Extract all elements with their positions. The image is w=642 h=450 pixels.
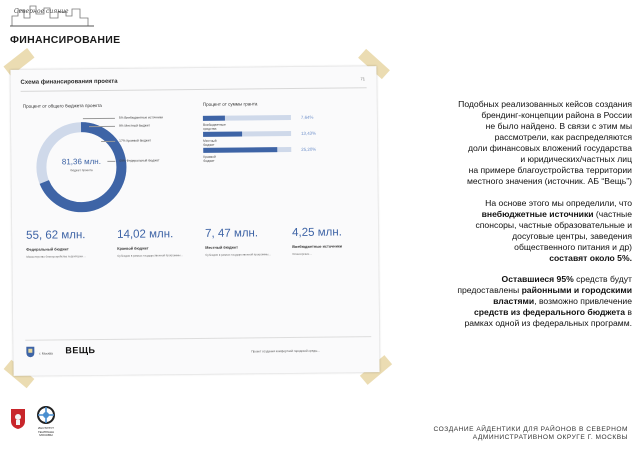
page-footer: СОЗДАНИЕ АЙДЕНТИКИ ДЛЯ РАЙОНОВ В СЕВЕРНОМ АДМИНИСТРАТИВНОМ ОКРУГЕ Г. МОСКВЫ: [433, 426, 628, 441]
slide-image: [10, 66, 379, 376]
stat-desc: Министерство благоустройства территории…: [26, 254, 86, 259]
stat-caption: Внебюджетные источники: [292, 244, 343, 249]
bar-track: [203, 131, 291, 137]
institute-name: ИНСТИТУТ ГЕНПЛАНА МОСКВЫ: [37, 426, 55, 438]
slide-footer-city: г. Москва: [39, 351, 53, 356]
bar-percent: 7,64%: [300, 114, 314, 120]
moscow-coat-of-arms-icon: [10, 408, 26, 430]
stat-desc: Субсидия в рамках государственной программы…: [205, 252, 272, 257]
logo-text: Северное сияние: [14, 8, 69, 15]
right-heading: Процент от суммы гранта: [202, 101, 258, 107]
bar-fill: [203, 116, 225, 121]
stat-value: 7, 47 млн.: [205, 227, 259, 240]
slide-footer-logo: ВЕЩЬ: [65, 345, 96, 356]
bar-track: [203, 115, 291, 121]
legend-item: 9% Местный бюджет: [118, 123, 151, 128]
donut-center-value: 81,36 млн.: [61, 156, 101, 167]
slide-page-number: 71: [360, 76, 365, 82]
bar-percent: 13,43%: [301, 130, 317, 136]
slide-footer-divider: [25, 336, 371, 341]
left-heading: Процент от общего бюджета проекта: [22, 102, 102, 109]
stat-value: 4,25 млн.: [292, 226, 342, 239]
bar-label: Местный бюджет: [203, 138, 217, 147]
legend-leader: [107, 161, 115, 162]
bar-track: [203, 147, 291, 153]
stat-caption: Краевой бюджет: [117, 246, 149, 251]
stat-value: 14,02 млн.: [117, 228, 174, 241]
coat-of-arms-icon: [25, 346, 35, 358]
bar-label: Краевой бюджет: [203, 154, 216, 163]
paragraph-offbudget: На основе этого мы определили, что внебюджетные источники (частные спонсоры, частные образовательные и досуговые центры, заведения общественного питания и др) составят около 5%.: [475, 198, 632, 263]
bar-label: Внебюджетные средства: [202, 122, 226, 131]
stat-caption: Местный бюджет: [205, 245, 238, 250]
slide-footer-note: Проект создания комфортной городской среды…: [251, 348, 321, 354]
slide-divider: [21, 87, 367, 92]
bar-percent: 25,20%: [301, 146, 317, 152]
bar-fill: [203, 147, 277, 153]
legend-item: 69% Федеральный бюджет: [119, 158, 160, 163]
page-title: ФИНАНСИРОВАНИЕ: [10, 34, 121, 46]
stat-desc: Субсидия в рамках государственной программы…: [117, 253, 184, 258]
institute-logo-icon: [34, 404, 58, 426]
slide-title: Схема финансирования проекта: [20, 78, 118, 86]
bar-fill: [203, 131, 242, 136]
stat-value: 55, 62 млн.: [26, 229, 86, 242]
stat-desc: Спонсорские…: [292, 251, 313, 256]
donut-center-label: бюджет проекта: [70, 168, 93, 173]
paragraph-intro: Подобных реализованных кейсов создания брендинг-концепции района в России не было найдено. В связи с этим мы рассмотрели, как распределяются доли финансовых вложений государства и юридических/частных лиц на примере благоустройства территории местного значения (источник. АБ “Вещь”): [458, 99, 632, 186]
stat-caption: Федеральный бюджет: [26, 247, 69, 252]
legend-item: 5% Внебюджетные источники: [118, 115, 163, 120]
legend-item: 17% Краевой бюджет: [119, 138, 152, 143]
legend-leader: [101, 141, 115, 142]
paragraph-remaining: Оставшиеся 95% средств будут предоставлены районными и городскими властями, возможно привлечение средств из федерального бюджета в рамках одной из федеральных программ.: [457, 274, 632, 328]
budget-donut: [33, 119, 130, 216]
